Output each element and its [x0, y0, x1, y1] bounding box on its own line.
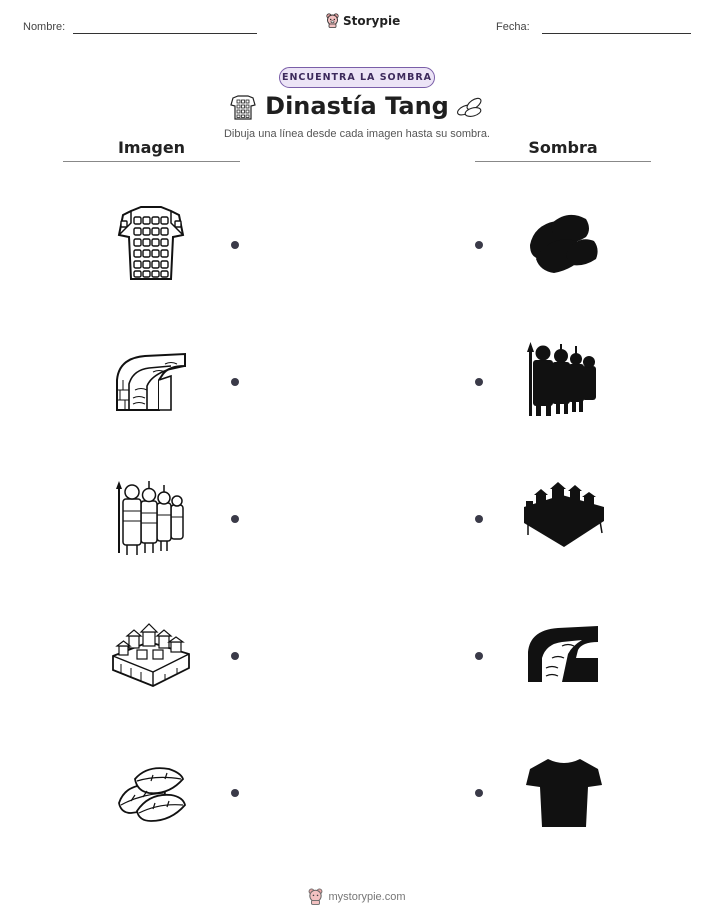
date-line[interactable] [542, 33, 691, 34]
left-dot-5[interactable] [231, 789, 239, 797]
footer-url[interactable]: mystorypie.com [328, 890, 406, 903]
soldiers-shadow-icon [522, 340, 606, 424]
bear-footer-icon [308, 888, 323, 905]
soldiers-icon [109, 477, 193, 561]
column-underline-shadow [475, 161, 651, 162]
right-dot-4[interactable] [475, 652, 483, 660]
right-dot-5[interactable] [475, 789, 483, 797]
walled-city-icon [109, 614, 193, 698]
column-header-image: Imagen [117, 138, 186, 157]
footer [0, 888, 714, 905]
right-dot-2[interactable] [475, 378, 483, 386]
bridge-river-icon [109, 340, 193, 424]
left-dot-4[interactable] [231, 652, 239, 660]
date-label: Fecha: [496, 21, 530, 33]
leaves-icon [109, 751, 193, 835]
right-dot-3[interactable] [475, 515, 483, 523]
leaves-title-icon [456, 94, 484, 120]
name-label: Nombre: [23, 21, 66, 33]
bridge-river-shadow-icon [522, 614, 606, 698]
left-dot-2[interactable] [231, 378, 239, 386]
left-dot-3[interactable] [231, 515, 239, 523]
right-dot-1[interactable] [475, 241, 483, 249]
armor-icon [109, 203, 193, 287]
activity-badge: ENCUENTRA LA SOMBRA [279, 67, 435, 88]
column-header-shadow: Sombra [528, 138, 598, 157]
column-underline-image [63, 161, 240, 162]
left-dot-1[interactable] [231, 241, 239, 249]
brand-logo [326, 13, 400, 28]
instructions: Dibuja una línea desde cada imagen hasta su sombra. [223, 128, 490, 140]
brand-name: Storypie [343, 13, 401, 28]
shirt-shadow-icon [522, 751, 606, 835]
name-line[interactable] [73, 33, 257, 34]
page-title: Dinastía Tang [265, 92, 449, 120]
leaves-shadow-icon [522, 203, 606, 287]
bear-icon [326, 13, 339, 28]
walled-city-shadow-icon [522, 477, 606, 561]
